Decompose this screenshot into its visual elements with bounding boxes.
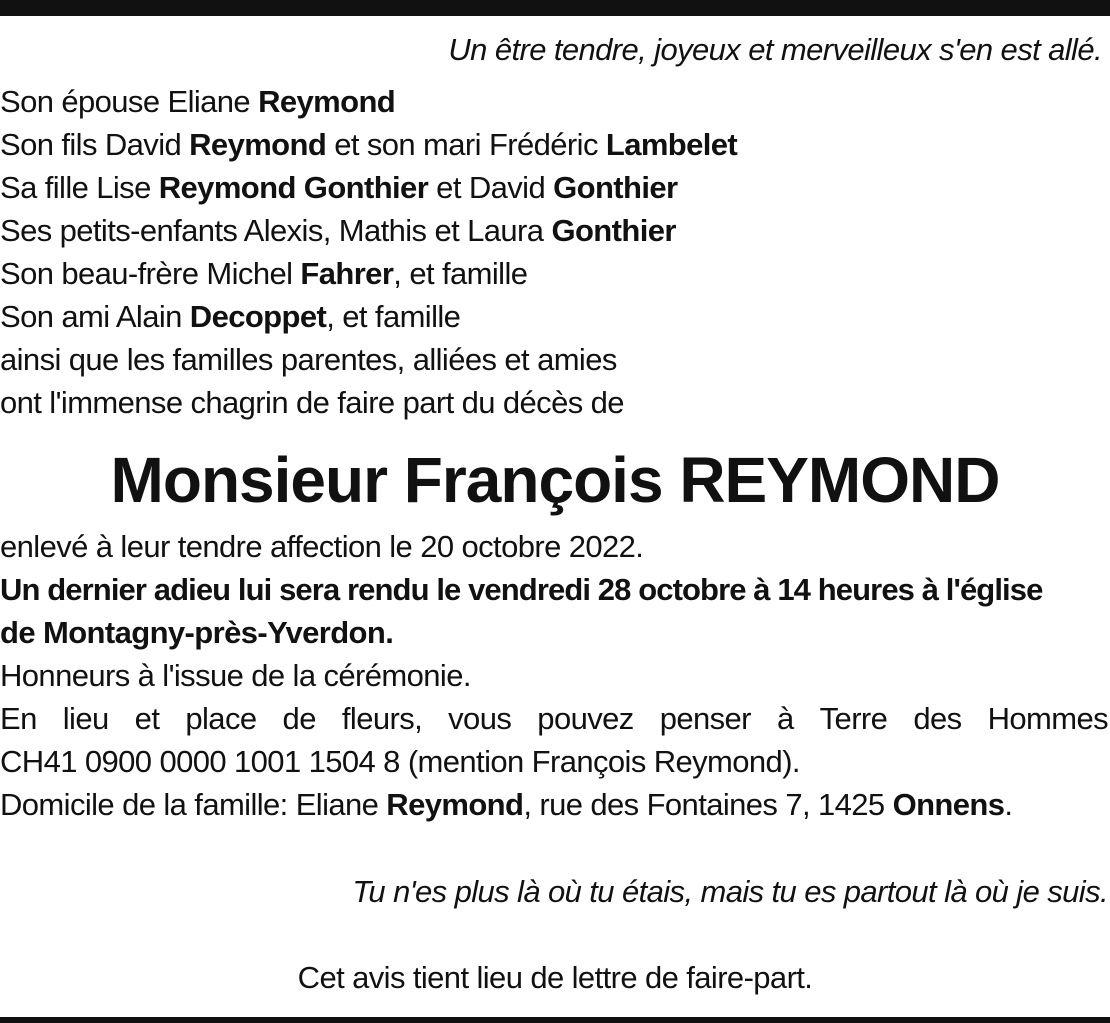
- domicile-text: .: [1004, 787, 1013, 822]
- bottom-rule: [0, 1017, 1110, 1023]
- donation-word: à: [776, 701, 794, 736]
- deceased-name: Monsieur François REYMOND: [110, 444, 1000, 516]
- mourner-text: , et famille: [326, 299, 461, 334]
- donation-line-1: [0, 699, 1110, 739]
- mourner-text: et David: [428, 170, 554, 205]
- mourner-line-3: [0, 168, 1110, 208]
- mourner-text: et son mari Frédéric: [326, 127, 606, 162]
- mourner-surname: Reymond Gonthier: [158, 170, 429, 205]
- donation-word: de: [282, 701, 316, 736]
- mourner-text: Son fils David: [0, 127, 190, 162]
- farewell-line-1: Un dernier adieu lui sera rendu le vendredi 28 octobre à 14 heures à l'église: [0, 572, 1043, 607]
- donation-word: et: [134, 701, 160, 736]
- donation-word: En: [0, 701, 37, 736]
- mourner-text: Sa fille Lise: [0, 170, 159, 205]
- mourner-surname: Gonthier: [551, 213, 676, 248]
- donation-word: lieu: [62, 701, 109, 736]
- donation-word: Hommes: [987, 701, 1108, 736]
- announce-line: ont l'immense chagrin de faire part du décès de: [0, 385, 624, 420]
- domicile-text: , rue des Fontaines 7, 1425: [523, 787, 893, 822]
- mourner-text: Son épouse Eliane: [0, 84, 259, 119]
- donation-word: Terre: [819, 701, 888, 736]
- mourner-line-6: [0, 297, 1110, 337]
- mourner-surname: Decoppet: [189, 299, 327, 334]
- honours-line: Honneurs à l'issue de la cérémonie.: [0, 658, 471, 693]
- donation-word: pouvez: [537, 701, 634, 736]
- mourner-line-2: [0, 125, 1110, 165]
- donation-word: place: [185, 701, 257, 736]
- farewell-line-2: de Montagny-près-Yverdon.: [0, 615, 394, 650]
- domicile-surname: Reymond: [386, 787, 524, 822]
- mourner-line-4: [0, 211, 1110, 251]
- mourner-text: , et famille: [393, 256, 528, 291]
- domicile-line: [0, 785, 1110, 825]
- closing-line: Cet avis tient lieu de lettre de faire-part.: [297, 960, 813, 995]
- mourner-surname: Fahrer: [300, 256, 394, 291]
- mourner-surname: Reymond: [189, 127, 327, 162]
- epigraph-top: Un être tendre, joyeux et merveilleux s'en est allé.: [448, 32, 1102, 67]
- mourner-surname: Reymond: [258, 84, 396, 119]
- donation-word: vous: [448, 701, 512, 736]
- donation-words: [0, 699, 1108, 739]
- mourner-surname: Lambelet: [605, 127, 738, 162]
- mourner-text: Son ami Alain: [0, 299, 190, 334]
- donation-line-2: CH41 0900 0000 1001 1504 8 (mention François Reymond).: [0, 744, 800, 779]
- mourner-text: Son beau-frère Michel: [0, 256, 301, 291]
- families-line: ainsi que les familles parentes, alliées et amies: [0, 342, 617, 377]
- mourner-surname: Gonthier: [553, 170, 678, 205]
- domicile-town: Onnens: [892, 787, 1005, 822]
- mourner-text: Ses petits-enfants Alexis, Mathis et Laura: [0, 213, 552, 248]
- donation-word: penser: [659, 701, 751, 736]
- top-rule: [0, 0, 1110, 16]
- domicile-text: Domicile de la famille: Eliane: [0, 787, 387, 822]
- date-line: enlevé à leur tendre affection le 20 octobre 2022.: [0, 529, 644, 564]
- mourner-line-1: [0, 82, 1110, 122]
- donation-word: fleurs,: [341, 701, 423, 736]
- donation-word: des: [913, 701, 962, 736]
- epigraph-bottom: Tu n'es plus là où tu étais, mais tu es partout là où je suis.: [352, 874, 1108, 909]
- mourner-line-5: [0, 254, 1110, 294]
